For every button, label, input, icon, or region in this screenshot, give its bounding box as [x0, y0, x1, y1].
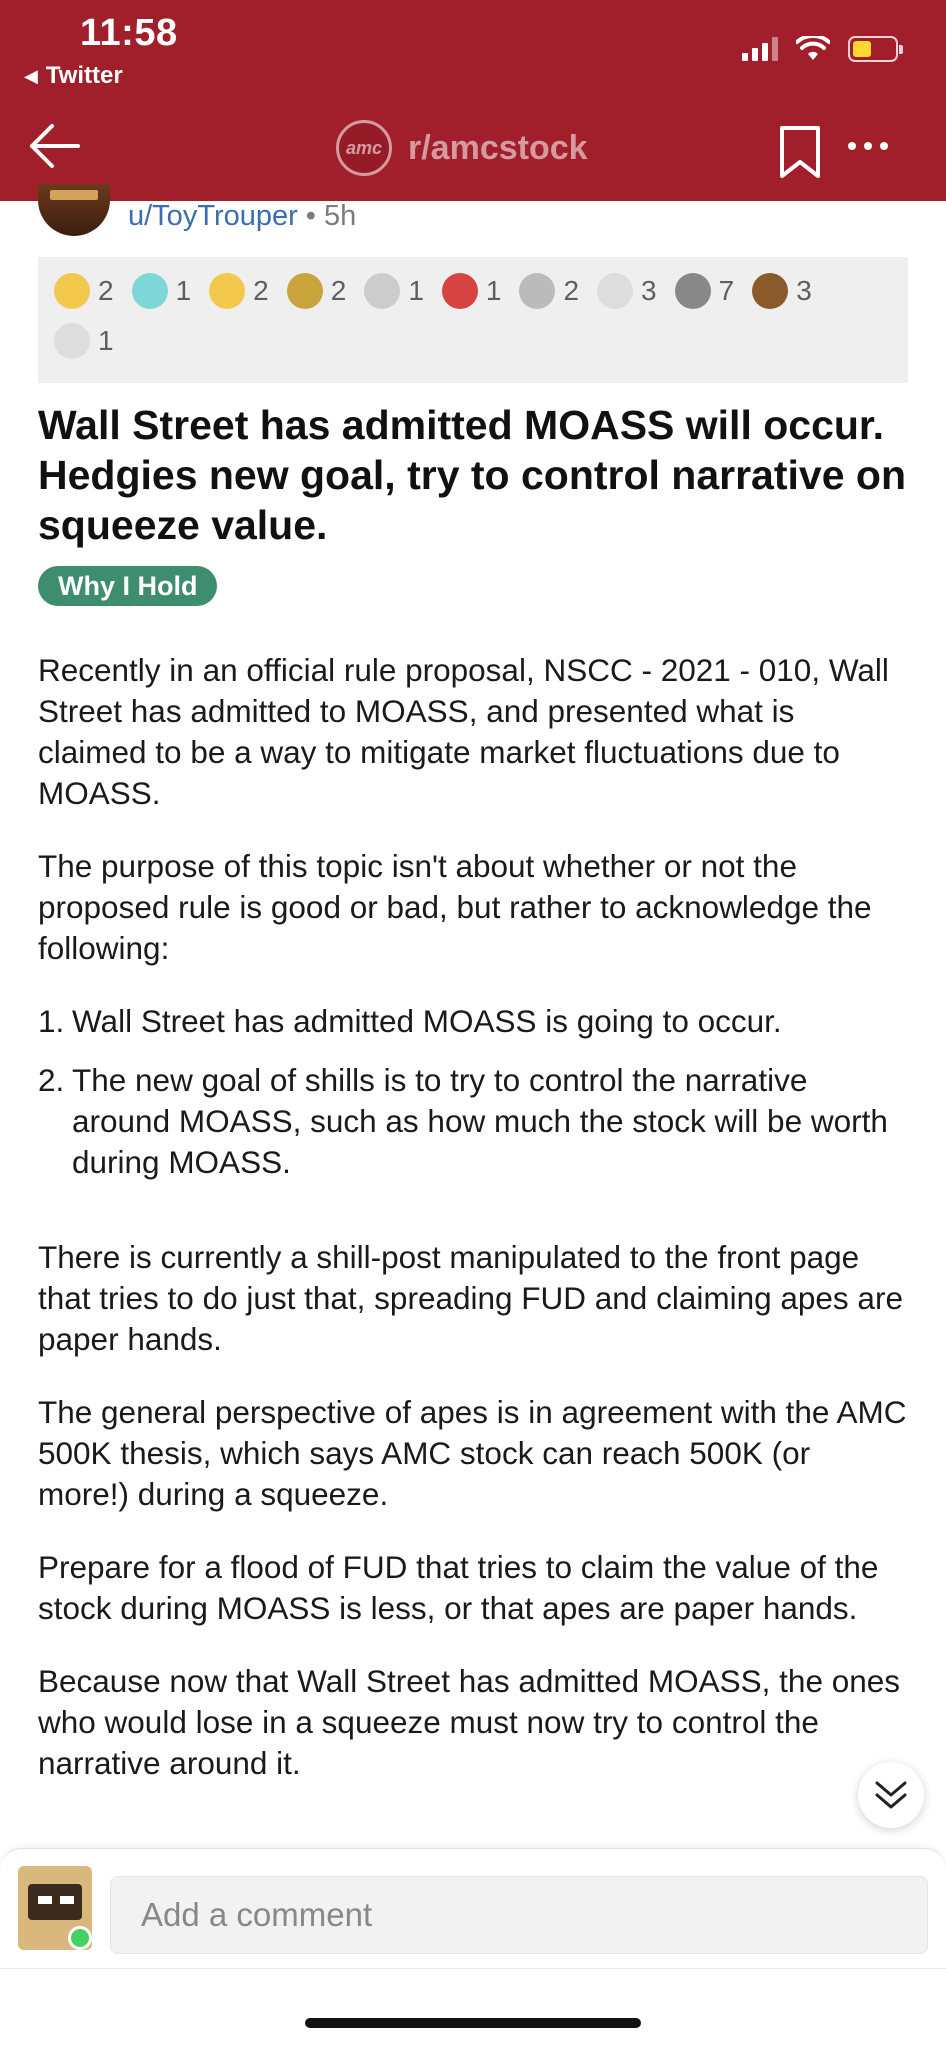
online-status-icon [68, 1926, 92, 1950]
post-meta [128, 200, 356, 233]
award-count: 1 [98, 325, 114, 356]
status-time: 11:58 [80, 12, 178, 54]
more-options-icon[interactable] [848, 142, 888, 150]
body-paragraph: Because now that Wall Street has admitted MOASS, the ones who would lose in a squeeze must now try to control the narrative around it. [38, 1663, 901, 1781]
author-link[interactable]: u/ToyTrouper [128, 200, 298, 232]
bee-award-icon [287, 273, 323, 309]
body-paragraph: There is currently a shill-post manipulated to the front page that tries to do just that, spreading FUD and claiming apes are paper hands. [38, 1239, 903, 1357]
award-count: 2 [253, 275, 269, 306]
battery-icon [848, 36, 898, 62]
back-to-app-link[interactable] [24, 62, 123, 90]
meta-separator: • [305, 200, 316, 232]
award-count: 1 [485, 275, 502, 306]
post-flair[interactable]: Why I Hold [38, 566, 217, 606]
gem-award-icon [132, 273, 168, 309]
bear-award-icon [752, 273, 788, 309]
award-count: 3 [796, 275, 812, 306]
coin-award-icon [675, 273, 711, 309]
awards-bar[interactable] [38, 257, 908, 383]
home-indicator[interactable] [305, 2018, 641, 2028]
list-item [38, 1001, 908, 1042]
list-text: The new goal of shills is to try to control the narrative around MOASS, such as how much the stock will be worth during MOASS. [72, 1062, 888, 1180]
double-chevron-down-icon [871, 1775, 911, 1815]
post-title: Wall Street has admitted MOASS will occur. Hedgies new goal, try to control narrative on squeeze value. [38, 402, 906, 548]
up-arrow-award-icon [54, 273, 90, 309]
comment-input[interactable]: Add a comment [110, 1876, 928, 1954]
gift-award-icon [442, 273, 478, 309]
body-paragraph: Prepare for a flood of FUD that tries to claim the value of the stock during MOASS is less, or that apes are paper hands. [38, 1549, 879, 1626]
post-age: 5h [323, 200, 357, 232]
wifi-icon [796, 36, 830, 62]
body-paragraph: The general perspective of apes is in agreement with the AMC 500K thesis, which says AMC stock can reach 500K (or more!) during a squeeze. [38, 1394, 907, 1512]
numbered-list [38, 1001, 908, 1183]
award-item[interactable] [54, 321, 114, 361]
post-body [38, 650, 908, 1816]
subreddit-name: r/amcstock [408, 128, 588, 167]
list-number: 2. [38, 1062, 65, 1098]
award-item[interactable] [752, 271, 812, 311]
list-text: Wall Street has admitted MOASS is going to occur. [72, 1003, 782, 1039]
award-count: 7 [718, 275, 735, 306]
body-paragraph: The purpose of this topic isn't about whether or not the proposed rule is good or bad, but rather to acknowledge the following: [38, 848, 872, 966]
star-award-icon [209, 273, 245, 309]
award-item[interactable] [287, 271, 347, 311]
award-item[interactable] [54, 271, 114, 311]
bookmark-icon[interactable] [776, 124, 824, 180]
award-count: 2 [98, 275, 114, 306]
body-paragraph: Recently in an official rule proposal, NSCC - 2021 - 010, Wall Street has admitted to MOASS, and presented what is claimed to be a way to mitigate market fluctuations due to MOASS. [38, 652, 889, 811]
award-count: 2 [330, 275, 347, 306]
back-app-label: Twitter [45, 62, 123, 89]
smile-award-icon [597, 273, 633, 309]
award-count: 1 [408, 275, 424, 306]
divider [0, 1968, 946, 1969]
cellular-signal-icon [742, 37, 778, 61]
award-item[interactable] [364, 271, 424, 311]
award-item[interactable] [597, 271, 657, 311]
award-item[interactable] [132, 271, 192, 311]
snoo-award-icon [54, 323, 90, 359]
award-item[interactable] [209, 271, 269, 311]
subreddit-avatar: amc [336, 120, 392, 176]
award-count: 3 [641, 275, 657, 306]
award-count: 1 [175, 275, 192, 306]
award-count: 2 [563, 275, 580, 306]
award-item[interactable] [519, 271, 579, 311]
cat-award-icon [364, 273, 400, 309]
award-item[interactable] [442, 271, 502, 311]
battery-fill [853, 41, 871, 57]
list-item [38, 1060, 908, 1183]
award-item[interactable] [675, 271, 735, 311]
scroll-down-button[interactable] [858, 1762, 924, 1828]
back-arrow-icon[interactable] [26, 118, 82, 174]
back-triangle-icon: ◀ [24, 65, 38, 86]
feather-award-icon [519, 273, 555, 309]
list-number: 1. [38, 1003, 65, 1039]
subreddit-header[interactable] [336, 120, 588, 176]
author-avatar[interactable] [38, 184, 110, 236]
status-icons [742, 36, 898, 62]
top-header [0, 0, 946, 201]
